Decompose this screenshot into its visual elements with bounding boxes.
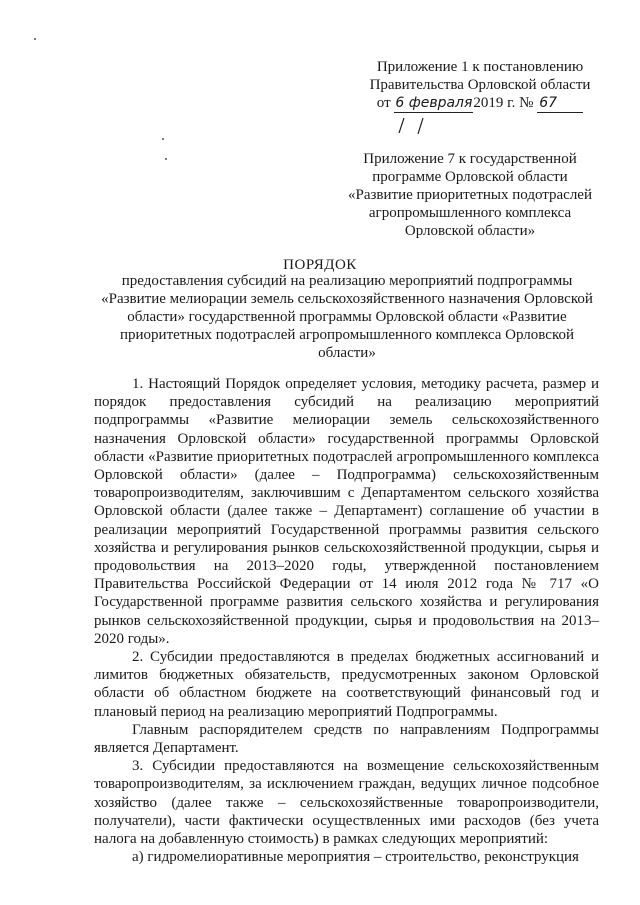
appendix-1-header	[360, 58, 600, 113]
date-prefix: от	[376, 95, 391, 111]
appendix-7-line-2: программе Орловской области	[372, 169, 568, 185]
appendix-7-line-1: Приложение 7 к государственной	[363, 151, 577, 167]
document-title: ПОРЯДОК	[283, 257, 357, 273]
paragraph-2: 2. Субсидии предоставляются в пределах бюджетных ассигнований и лимитов бюджетных обязательств, предусмотренных законом Орловской области об областном бюджете на соответствующий финансовый год и плановый период на реализацию мероприятий Подпрограммы.	[94, 649, 599, 720]
handwritten-number: 67	[537, 94, 583, 113]
appendix-1-line-2: Правительства Орловской области	[369, 77, 591, 93]
handwritten-date: 6 февраля	[395, 95, 473, 111]
paragraph-1: 1. Настоящий Порядок определяет условия, методику расчета, размер и порядок предоставления субсидий на реализацию мероприятий подпрограммы «Развитие мелиорации земель сельскохозяйственного назначения Орловской области» государственной программы Орловской области «Развитие приоритетных подотраслей агропромышленного комплекса Орловской области» (далее – Подпрограмма) сельскохозяйственным товаропроизводителям, заключившим с Департаментом сельского хозяйства Орловской области (далее также – Департамент) соглашение об участии в реализации мероприятий Государственной программы развития сельского хозяйства и регулирования рынков сельскохозяйственной продукции, сырья и продовольствия на 2013–2020 годы, утвержденной постановлением Правительства Российской Федерации от 14 июля 2012 года № 717 «О Государственной программе развития сельского хозяйства и регулирования рынков сельскохозяйственной продукции, сырья и продовольствия на 2013–2020 годы».	[94, 376, 599, 647]
scan-speck	[34, 38, 36, 40]
scan-speck	[165, 158, 167, 160]
appendix-1-date-line	[360, 94, 600, 113]
paragraph-3: Главным распорядителем средств по направлениям Подпрограммы является Департамент.	[94, 721, 599, 757]
appendix-7-line-4: агропромышленного комплекса	[368, 205, 572, 221]
handwritten-slash-marks	[396, 116, 436, 136]
appendix-7-line-3: «Развитие приоритетных подотраслей	[348, 187, 592, 203]
appendix-7-line-5: Орловской области»	[404, 223, 536, 239]
appendix-7-header	[325, 150, 615, 240]
paragraph-4: 3. Субсидии предоставляются на возмещение сельскохозяйственным товаропроизводителям, за исключением граждан, ведущих личное подсобное хозяйство (далее также – сельскохозяйственные товаропроизводители, получатели), части фактически осуществленных ими расходов (без учета налога на добавленную стоимость) в рамках следующих мероприятий:	[94, 758, 599, 848]
document-subtitle: предоставления субсидий на реализацию мероприятий подпрограммы «Развитие мелиорации земель сельскохозяйственного назначения Орловской области» государственной программы Орловской области «Развитие приоритетных подотраслей агропромышленного комплекса Орловской области»	[101, 273, 593, 361]
document-body	[94, 375, 599, 866]
scan-speck	[162, 138, 164, 140]
paragraph-5: а) гидромелиоративные мероприятия – строительство, реконструкция	[132, 849, 579, 866]
appendix-1-line-1: Приложение 1 к постановлению	[376, 59, 584, 75]
year-and-number-label: 2019 г. №	[473, 95, 534, 111]
